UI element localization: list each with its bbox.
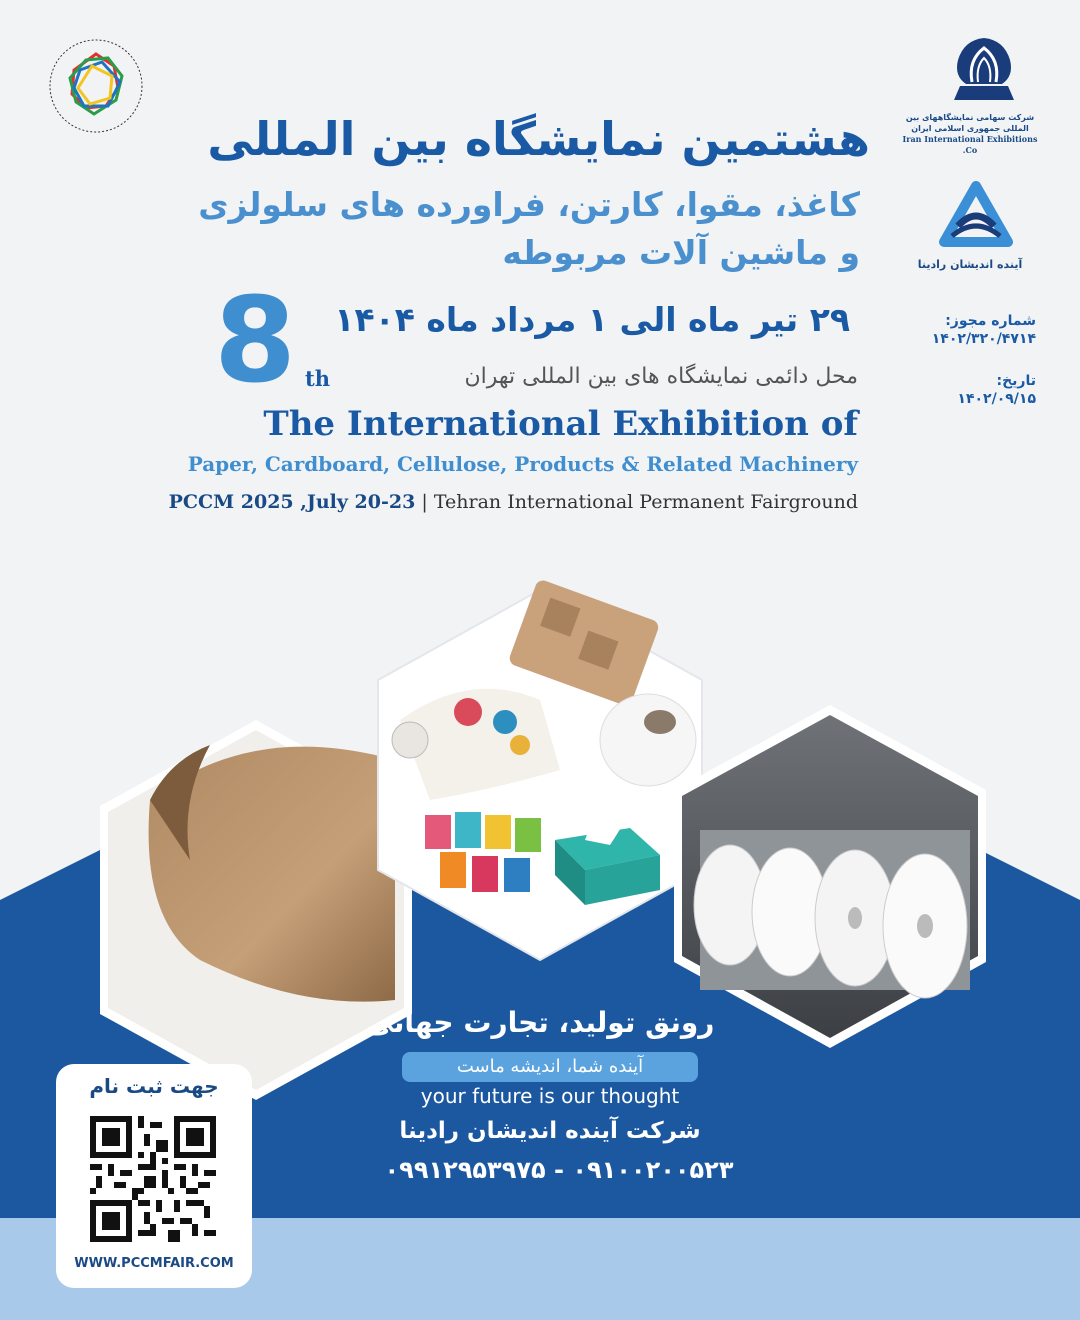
- company-name: شرکت آینده اندیشان رادینا: [399, 1118, 701, 1144]
- separator: |: [421, 491, 434, 513]
- tpo-logo: [46, 36, 146, 136]
- subtitle-line-2: و ماشین آلات مربوطه: [502, 233, 860, 272]
- permit-label: شماره مجوز:: [945, 313, 1036, 329]
- tagline-pill: آینده شما، اندیشه ماست: [402, 1052, 698, 1082]
- subtitle-en: Paper, Cardboard, Cellulose, Products & Related Machinery: [187, 452, 858, 476]
- permit-value: ۱۴۰۲/۳۲۰/۴۷۱۴: [931, 331, 1036, 347]
- qr-code[interactable]: [90, 1116, 216, 1242]
- edition-suffix: th: [305, 366, 330, 391]
- registration-title: جهت ثبت نام: [89, 1074, 219, 1098]
- iiec-name-fa: شرکت سهامی نمایشگاههای بین المللی جمهوری اسلامی ایران: [905, 113, 1035, 133]
- event-date-fa: ۲۹ تیر ماه الی ۱ مرداد ماه ۱۴۰۴: [334, 300, 850, 339]
- phone-numbers[interactable]: ۰۹۱۰۰۲۰۰۵۲۳ - ۰۹۹۱۲۹۵۳۹۷۵: [384, 1156, 734, 1184]
- paper-products-image: [378, 578, 702, 960]
- venue-en: Tehran International Permanent Fairground: [433, 491, 858, 513]
- iiec-logo-text: [900, 112, 1040, 156]
- event-code: PCCM 2025 ,July 20-23: [168, 491, 416, 513]
- permit-date: [896, 372, 1036, 408]
- radina-logo-text: آینده اندیشان رادینا: [917, 258, 1023, 271]
- edition-number: 8: [213, 271, 297, 409]
- iiec-name-en: Iran International Exhibitions Co.: [902, 134, 1038, 155]
- venue-fa: محل دائمی نمایشگاه های بین المللی تهران: [464, 364, 858, 389]
- permit-number: [896, 312, 1036, 348]
- permit-date-value: ۱۴۰۲/۰۹/۱۵: [957, 391, 1036, 407]
- permit-date-label: تاریخ:: [996, 373, 1036, 389]
- paper-rolls-image: [674, 705, 986, 1048]
- iiec-logo: [944, 30, 1024, 110]
- registration-url[interactable]: WWW.PCCMFAIR.COM: [74, 1256, 234, 1271]
- event-date-en: [158, 491, 858, 513]
- title-en: The International Exhibition of: [263, 404, 858, 444]
- radina-logo: [938, 180, 1014, 256]
- page-title: هشتمین نمایشگاه بین المللی: [207, 112, 870, 166]
- kraft-paper-image: [100, 720, 412, 1100]
- subtitle-line-1: کاغذ، مقوا، کارتن، فراورده های سلولزی: [198, 185, 860, 224]
- tagline-en: your future is our thought: [420, 1084, 680, 1108]
- slogan: رونق تولید، تجارت جهانی: [365, 1006, 715, 1039]
